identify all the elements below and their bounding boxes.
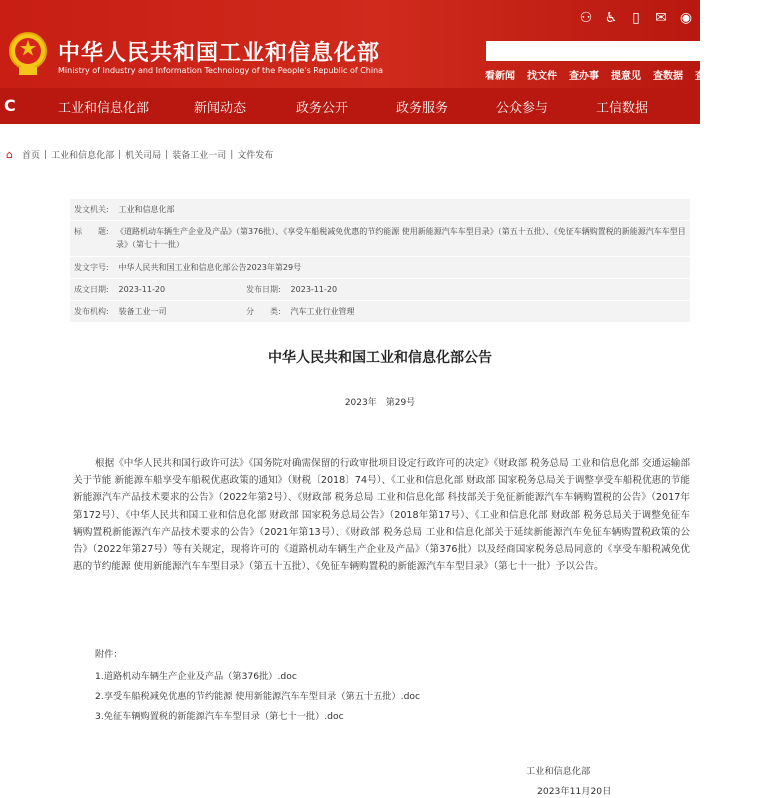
doc-no-label: 发文字号: bbox=[74, 263, 109, 272]
doc-no-value: 中华人民共和国工业和信息化部公告2023年第29号 bbox=[118, 263, 302, 272]
quick-link-feedback[interactable]: 提意见 bbox=[611, 71, 641, 82]
breadcrumb-departments[interactable]: 机关司局 bbox=[125, 151, 162, 161]
signature-org: 工业和信息化部 bbox=[526, 766, 591, 777]
attachment-link-1[interactable]: 1.道路机动车辆生产企业及产品（第376批）.doc bbox=[95, 671, 297, 682]
quick-link-data[interactable]: 查数据 bbox=[653, 71, 683, 82]
meta-row-title bbox=[70, 221, 690, 257]
title-value: 《道路机动车辆生产企业及产品》（第376批）、《享受车船税减免优惠的节约能源 使用新能源汽车车型目录》（第五十五批）、《免征车辆购置税的新能源汽车车型目录》（第七十一批） bbox=[116, 227, 686, 249]
meta-row-dates bbox=[70, 279, 690, 301]
mail-icon[interactable]: ✉ bbox=[655, 10, 667, 26]
quick-links bbox=[485, 67, 717, 82]
top-icon-bar bbox=[578, 10, 694, 26]
home-location-icon: ⌂ bbox=[6, 148, 13, 161]
main-nav bbox=[0, 88, 700, 124]
document-metadata-table bbox=[70, 199, 690, 323]
category-label: 分 类: bbox=[246, 307, 281, 316]
nav-item-participation[interactable]: 公众参与 bbox=[496, 101, 549, 116]
org-value: 装备工业一司 bbox=[118, 307, 167, 316]
breadcrumb bbox=[6, 148, 273, 161]
quick-link-services[interactable]: 查办事 bbox=[569, 71, 599, 82]
mobile-icon[interactable]: ▯ bbox=[632, 10, 640, 26]
breadcrumb-miit[interactable]: 工业和信息化部 bbox=[51, 151, 115, 161]
signature-date: 2023年11月20日 bbox=[537, 786, 612, 797]
meta-row-org bbox=[70, 301, 690, 323]
breadcrumb-separator: | bbox=[118, 149, 122, 160]
attachments-label: 附件： bbox=[95, 649, 123, 660]
meta-row-issuer bbox=[70, 199, 690, 221]
meta-row-doc-no bbox=[70, 257, 690, 279]
breadcrumb-separator: | bbox=[44, 149, 48, 160]
user-icon[interactable]: ⚇ bbox=[579, 10, 593, 26]
breadcrumb-separator: | bbox=[165, 149, 169, 160]
nav-item-gov-affairs[interactable]: 政务公开 bbox=[296, 101, 349, 116]
org-label: 发布机构: bbox=[74, 307, 109, 316]
title-label: 标 题: bbox=[74, 227, 109, 236]
nav-item-miit[interactable]: 工业和信息化部 bbox=[58, 101, 150, 116]
weibo-icon[interactable]: ◉ bbox=[679, 10, 693, 26]
site-subtitle: Ministry of Industry and Information Technology of the People's Republic of China bbox=[58, 66, 384, 75]
pub-date-label: 发布日期: bbox=[246, 285, 281, 294]
breadcrumb-equipment-dept[interactable]: 装备工业一司 bbox=[172, 151, 227, 161]
document-number: 2023年 第29号 bbox=[344, 398, 416, 408]
nav-item-news[interactable]: 新闻动态 bbox=[194, 101, 247, 116]
nav-item-data[interactable]: 工信数据 bbox=[596, 101, 649, 116]
category-value: 汽车工业行业管理 bbox=[290, 307, 355, 316]
accessibility-icon[interactable]: ♿ bbox=[604, 10, 618, 26]
date-label: 成文日期: bbox=[74, 285, 109, 294]
national-emblem-icon[interactable] bbox=[8, 31, 48, 77]
nav-item-services[interactable]: 政务服务 bbox=[396, 101, 449, 116]
site-header bbox=[0, 0, 705, 88]
issuer-label: 发文机关: bbox=[74, 205, 109, 214]
quick-link-more[interactable]: 查 bbox=[695, 71, 705, 82]
date-value: 2023-11-20 bbox=[118, 285, 166, 294]
document-body: 根据《中华人民共和国行政许可法》《国务院对确需保留的行政审批项目设定行政许可的决定》《财政部 税务总局 工业和信息化部 交通运输部关于节能 新能源车船享受车船税优惠政策的通知》（财税〔2018〕74号）、《工业和信息化部 财政部 国家税务总局关于调整享受车船税优惠的节能 新能源汽车产品技术要求的公告》（2022年第2号）、《财政部 税务总局 工业和信息化部 科技部关于免征新能源汽车车辆购置税的公告》（2017年第172号）、《中华人民共和国工业和信息化部 财政部 国家税务总局公告》（2018年第17号）、《工业和信息化部 财政部 税务总局关于调整免征车辆购置税新能源汽车产品技术要求的公告》（2021年第13号）、《财政部 税务总局 工业和信息化部关于延续新能源汽车免征车辆购置税政策的公告》（2022年第27号）等有关规定，现将许可的《道路机动车辆生产企业及产品》（第376批）以及经商国家税务总局同意的《享受车船税减免优惠的节约能源 使用新能源汽车车型目录》（第五十五批）、《免征车辆购置税的新能源汽车车型目录》（第七十一批）予以公告。 bbox=[73, 458, 690, 573]
pub-date-value: 2023-11-20 bbox=[290, 285, 338, 294]
site-title[interactable]: 中华人民共和国工业和信息化部 bbox=[58, 41, 381, 66]
quick-link-news[interactable]: 看新闻 bbox=[485, 71, 515, 82]
attachment-link-3[interactable]: 3.免征车辆购置税的新能源汽车车型目录（第七十一批）.doc bbox=[95, 711, 344, 722]
breadcrumb-home[interactable]: 首页 bbox=[22, 151, 41, 161]
breadcrumb-separator: | bbox=[230, 149, 234, 160]
attachment-link-2[interactable]: 2.享受车船税减免优惠的节约能源 使用新能源汽车车型目录（第五十五批）.doc bbox=[95, 691, 421, 702]
quick-link-files[interactable]: 找文件 bbox=[527, 71, 557, 82]
breadcrumb-publications[interactable]: 文件发布 bbox=[237, 151, 274, 161]
search-input[interactable] bbox=[486, 41, 700, 61]
home-icon[interactable]: C bbox=[4, 96, 16, 115]
document-title: 中华人民共和国工业和信息化部公告 bbox=[268, 350, 492, 366]
issuer-value: 工业和信息化部 bbox=[118, 205, 175, 214]
